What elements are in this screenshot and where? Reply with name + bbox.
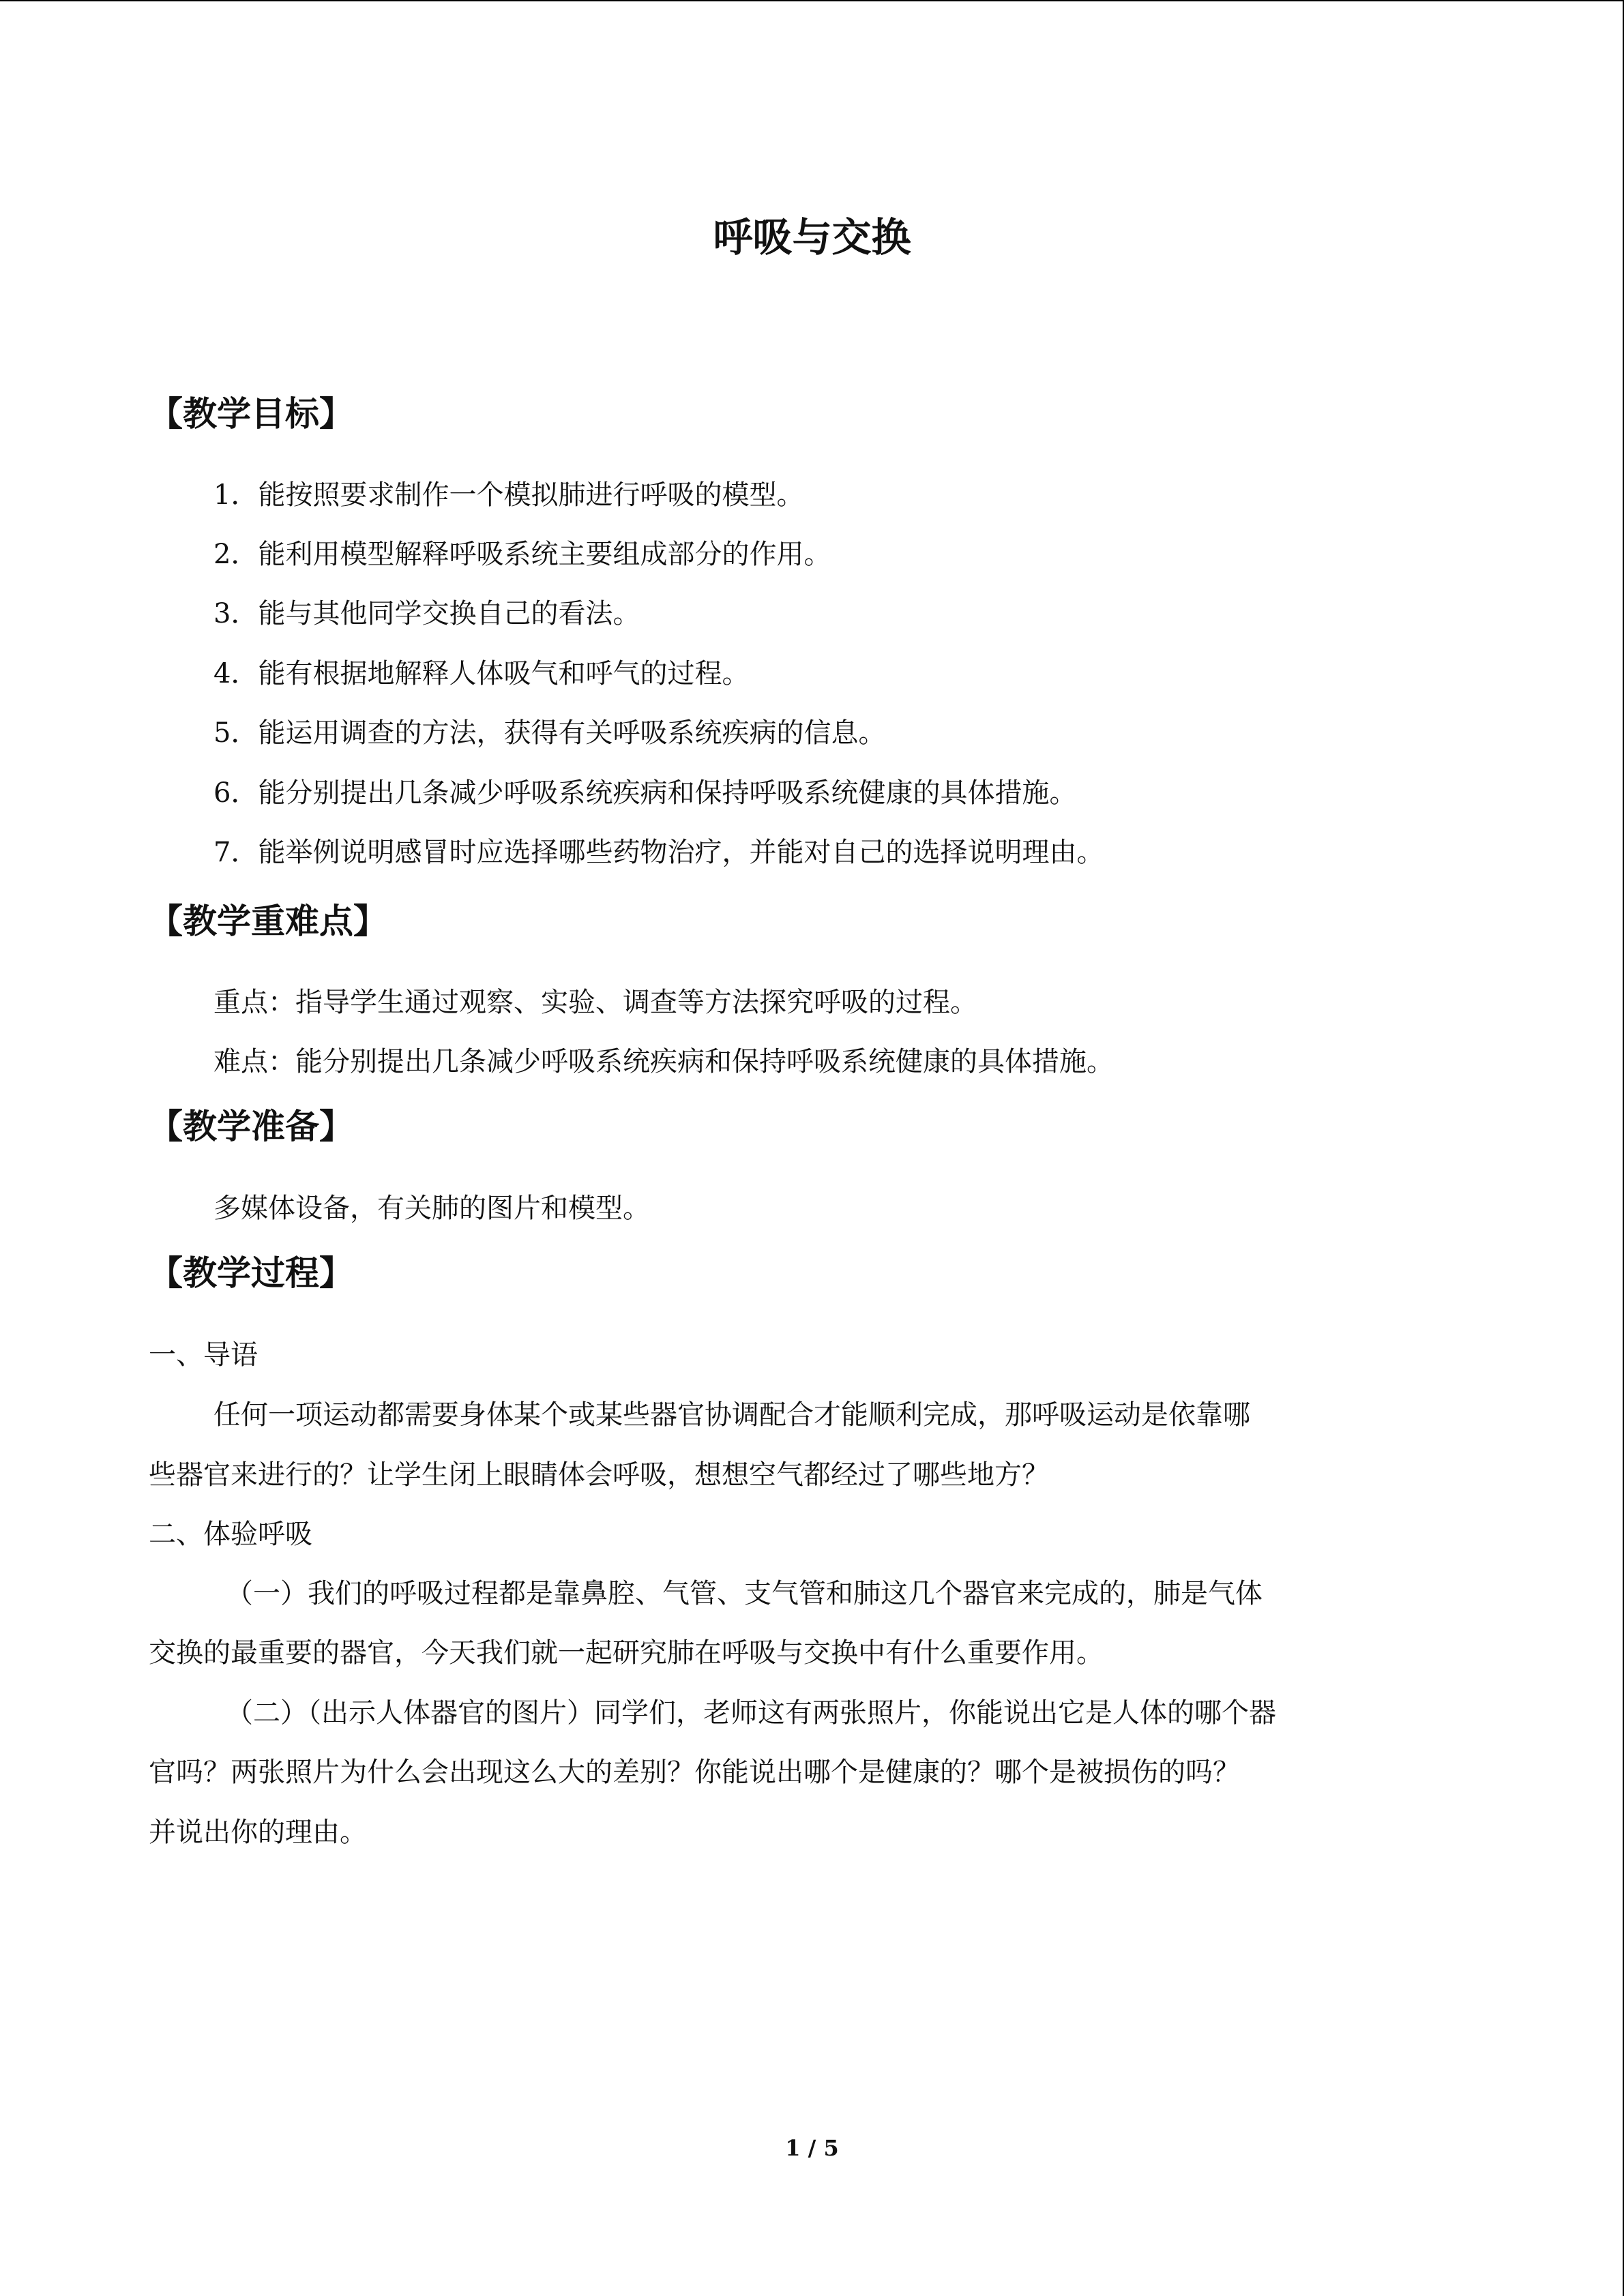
process-part1-title: 一、导语	[149, 1339, 258, 1371]
preparation-text: 多媒体设备，有关肺的图片和模型。	[213, 1193, 650, 1224]
process-part2-title: 二、体验呼吸	[149, 1519, 312, 1550]
goal-item-1: 1．能按照要求制作一个模拟肺进行呼吸的模型。	[213, 479, 804, 511]
section-heading-process: 【教学过程】	[149, 1253, 353, 1293]
process-part2-sub1-line-1: （一）我们的呼吸过程都是靠鼻腔、气管、支气管和肺这几个器官来完成的，肺是气体	[226, 1578, 1263, 1609]
goal-item-2: 2．能利用模型解释呼吸系统主要组成部分的作用。	[213, 539, 831, 570]
process-part2-sub1-line-2: 交换的最重要的器官，今天我们就一起研究肺在呼吸与交换中有什么重要作用。	[149, 1637, 1104, 1669]
process-part2-sub2-line-3: 并说出你的理由。	[149, 1817, 367, 1848]
page-title: 呼吸与交换	[713, 214, 911, 260]
key-point-difficulty: 难点：能分别提出几条减少呼吸系统疾病和保持呼吸系统健康的具体措施。	[213, 1046, 1114, 1077]
process-part1-line-1: 任何一项运动都需要身体某个或某些器官协调配合才能顺利完成，那呼吸运动是依靠哪	[213, 1399, 1250, 1431]
goal-item-7: 7．能举例说明感冒时应选择哪些药物治疗，并能对自己的选择说明理由。	[213, 837, 1104, 868]
section-heading-key-points: 【教学重难点】	[149, 901, 387, 941]
goal-item-5: 5．能运用调查的方法，获得有关呼吸系统疾病的信息。	[213, 717, 886, 749]
goal-item-6: 6．能分别提出几条减少呼吸系统疾病和保持呼吸系统健康的具体措施。	[213, 777, 1077, 809]
section-heading-preparation: 【教学准备】	[149, 1107, 353, 1146]
page-border-top	[0, 0, 1624, 1]
process-part1-line-2: 些器官来进行的？让学生闭上眼睛体会呼吸，想想空气都经过了哪些地方？	[149, 1459, 1049, 1491]
key-point-focus: 重点：指导学生通过观察、实验、调查等方法探究呼吸的过程。	[213, 987, 977, 1018]
goal-item-4: 4．能有根据地解释人体吸气和呼气的过程。	[213, 658, 750, 689]
process-part2-sub2-line-2: 官吗？两张照片为什么会出现这么大的差别？你能说出哪个是健康的？哪个是被损伤的吗？	[149, 1757, 1240, 1788]
page-number: 1 / 5	[785, 2135, 839, 2161]
goal-item-3: 3．能与其他同学交换自己的看法。	[213, 598, 640, 629]
process-part2-sub2-line-1: （二）（出示人体器官的图片）同学们，老师这有两张照片，你能说出它是人体的哪个器	[226, 1697, 1276, 1729]
section-heading-goals: 【教学目标】	[149, 394, 353, 434]
